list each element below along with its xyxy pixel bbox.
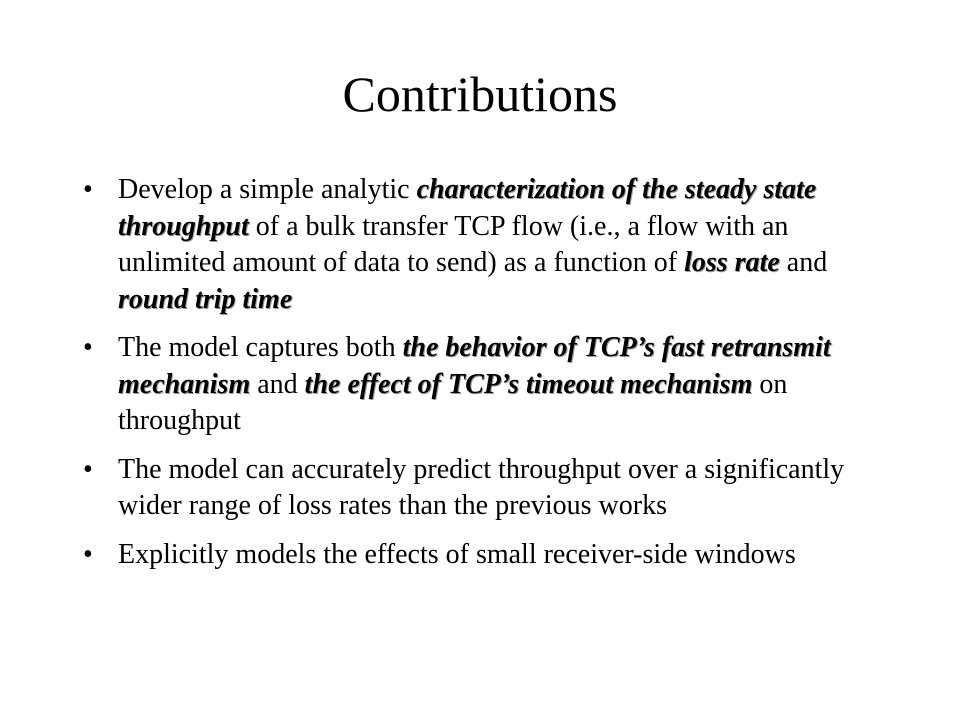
text-segment: and [250, 368, 305, 400]
emphasized-text: the behavior of TCP’s fast retransmit mechanism [118, 332, 831, 400]
bullet-marker: • [83, 538, 93, 570]
text-segment: Develop a simple analytic [118, 174, 417, 205]
bullet-text [118, 332, 831, 436]
text-segment: and [779, 247, 828, 278]
bullet-item [83, 537, 848, 574]
text-segment: on throughput [118, 368, 788, 436]
emphasized-text: loss rate [684, 247, 780, 278]
emphasized-text: characterization of the steady state throughput [118, 174, 817, 242]
bullet-item [83, 330, 848, 440]
text-segment: The model captures both [118, 332, 403, 363]
bullet-text: Explicitly models the effects of small receiver-side windows [118, 538, 796, 570]
bullet-list [83, 172, 848, 585]
text-segment: of a bulk transfer TCP flow (i.e., a flow with an unlimited amount of data to send) as a function of [118, 210, 789, 278]
bullet-marker: • [83, 332, 93, 363]
bullet-marker: • [83, 174, 93, 205]
bullet-marker: • [83, 453, 93, 485]
bullet-item [83, 172, 848, 318]
bullet-text [118, 174, 827, 315]
bullet-item [83, 452, 848, 525]
slide-title: Contributions [342, 66, 618, 122]
emphasized-text: round trip time [118, 283, 293, 315]
emphasized-text: the effect of TCP’s timeout mechanism [304, 368, 753, 400]
bullet-text: The model can accurately predict throughput over a significantly wider range of loss rates than the previous works [118, 453, 845, 521]
